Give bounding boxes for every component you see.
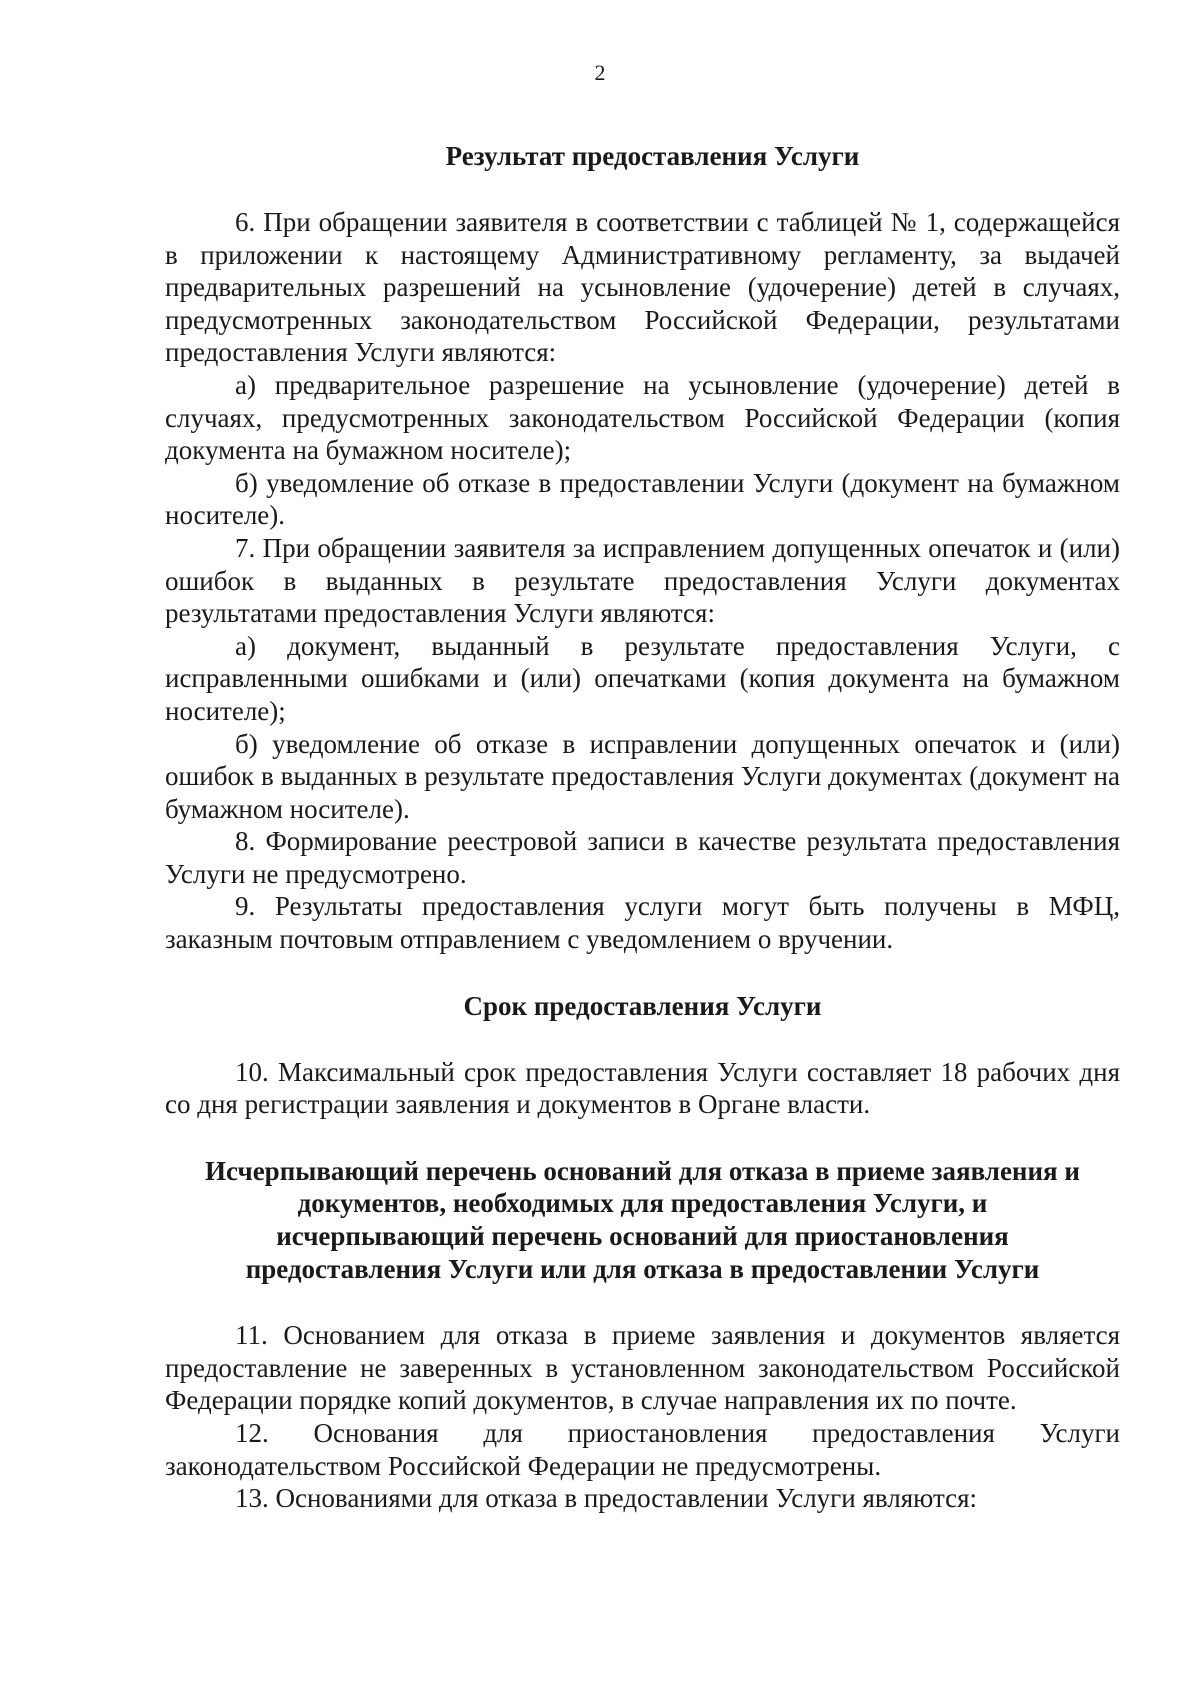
paragraph-9: 9. Результаты предоставления услуги могут быть получены в МФЦ, заказным почтовым отправлением с уведомлением о вручении. xyxy=(165,891,1120,955)
paragraph-6: 6. При обращении заявителя в соответствии с таблицей № 1, содержащейся в приложении к настоящему Административному регламенту, за выдачей предварительных разрешений на усыновление (удочерение) детей в случаях, предусмотренных законодательством Российской Федерации, результатами предоставления Услуги являются: xyxy=(165,207,1120,368)
paragraph-8: 8. Формирование реестровой записи в качестве результата предоставления Услуги не предусмотрено. xyxy=(165,826,1120,889)
page-number: 2 xyxy=(594,60,606,85)
paragraph-6a: а) предварительное разрешение на усыновление (удочерение) детей в случаях, предусмотренных законодательством Российской Федерации (копия документа на бумажном носителе); xyxy=(165,369,1120,466)
paragraph-13: 13. Основаниями для отказа в предоставлении Услуги являются: xyxy=(235,1483,978,1514)
document-body xyxy=(165,140,1120,1515)
section-heading-term: Срок предоставления Услуги xyxy=(463,990,822,1021)
paragraph-7b: б) уведомление об отказе в исправлении допущенных опечаток и (или) ошибок в выданных в результате предоставления Услуги документах (документ на бумажном носителе). xyxy=(165,728,1120,824)
paragraph-6b: б) уведомление об отказе в предоставлении Услуги (документ на бумажном носителе). xyxy=(165,467,1120,531)
paragraph-12: 12. Основания для приостановления предоставления Услуги законодательством Российской Федерации не предусмотрены. xyxy=(165,1418,1120,1481)
section-heading-grounds xyxy=(165,1155,1120,1285)
paragraph-10: 10. Максимальный срок предоставления Услуги составляет 18 рабочих дня со дня регистрации заявления и документов в Органе власти. xyxy=(165,1056,1120,1120)
section-heading-grounds-line-2: документов, необходимых для предоставления Услуги, и xyxy=(297,1188,988,1219)
paragraph-7: 7. При обращении заявителя за исправлением допущенных опечаток и (или) ошибок в выданных в результате предоставления Услуги документах результатами предоставления Услуги являются: xyxy=(165,532,1120,629)
section-heading-result: Результат предоставления Услуги xyxy=(445,141,860,171)
section-heading-grounds-line-4: предоставления Услуги или для отказа в предоставлении Услуги xyxy=(245,1253,1040,1284)
paragraph-11: 11. Основанием для отказа в приеме заявления и документов является предоставление не заверенных в установленном законодательством Российской Федерации порядке копий документов, в случае направления их по почте. xyxy=(165,1320,1120,1416)
section-heading-grounds-line-1: Исчерпывающий перечень оснований для отказа в приеме заявления и xyxy=(205,1155,1080,1186)
paragraph-7a: а) документ, выданный в результате предоставления Услуги, с исправленными ошибками и (или) опечатками (копия документа на бумажном носителе); xyxy=(165,630,1120,726)
section-heading-grounds-line-3: исчерпывающий перечень оснований для приостановления xyxy=(276,1221,1009,1252)
